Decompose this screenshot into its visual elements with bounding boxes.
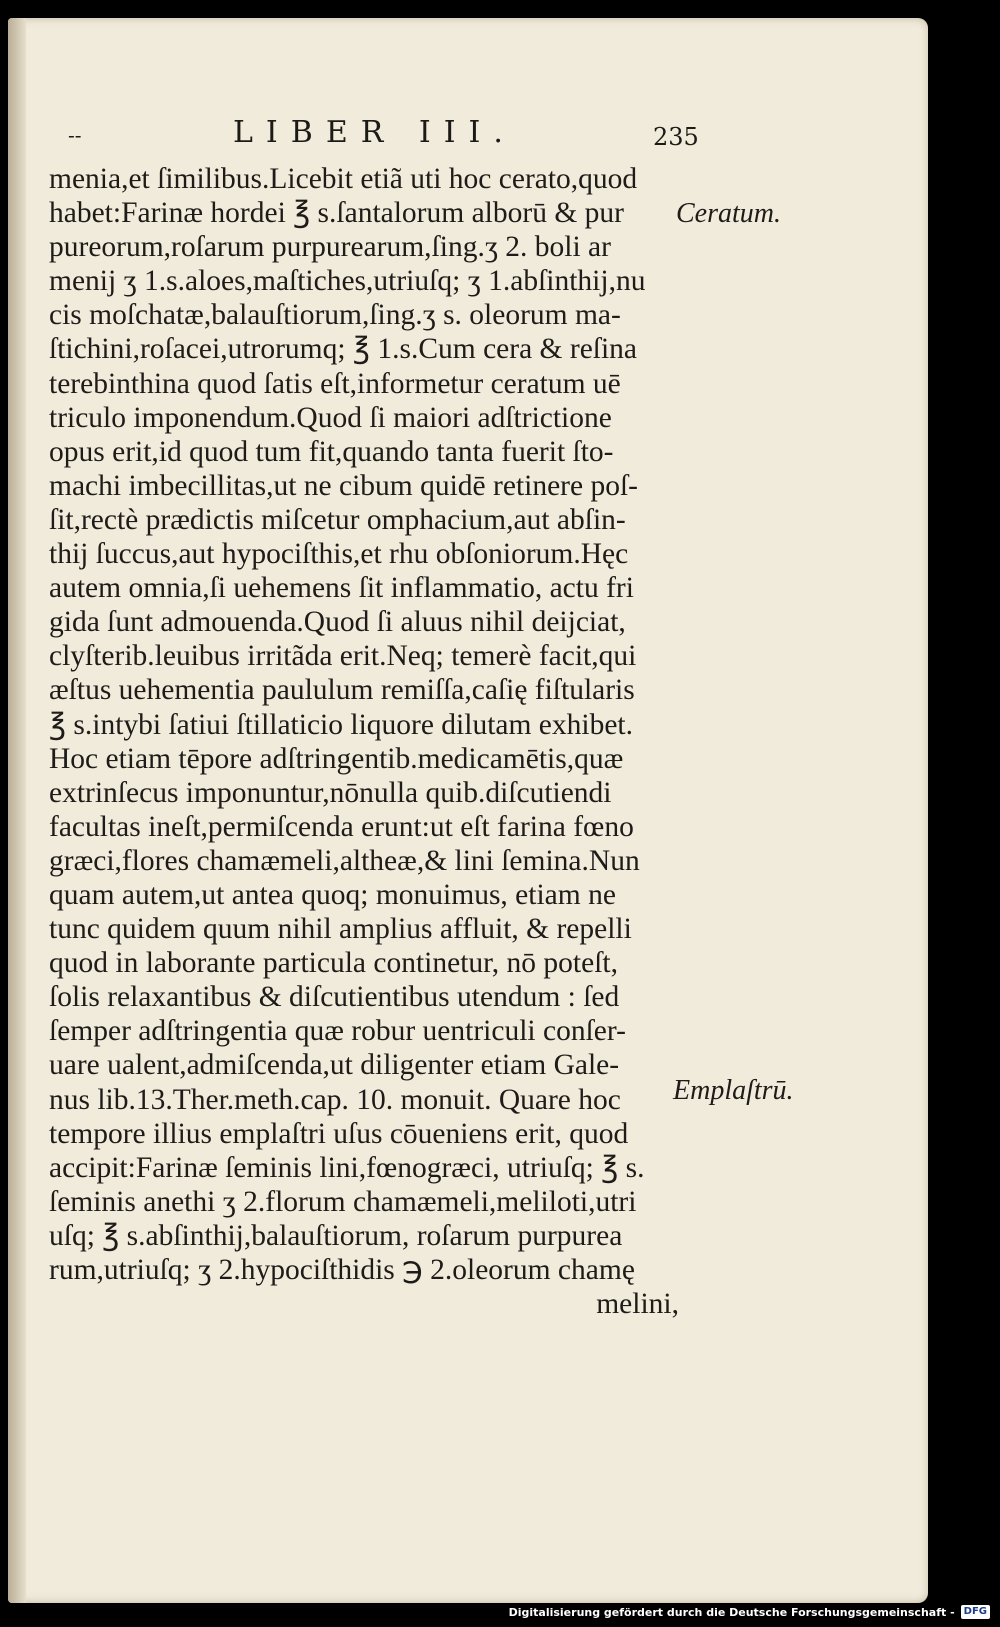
text-line: tempore illius emplaſtri uſus cōueniens erit, quod [49, 1117, 629, 1150]
text-line: ℥ s.intybi ſatiui ſtillaticio liquore dilutam exhibet. [49, 708, 634, 741]
catchword-line: melini, [596, 1288, 679, 1321]
dfg-logo-icon: DFG [961, 1605, 990, 1619]
text-line: menij ʒ 1.s.aloes,maſtiches,utriuſq; ʒ 1.abſinthij,nu [49, 265, 646, 298]
text-line: quod in laborante particula continetur, nō poteſt, [49, 947, 618, 980]
text-line: græci,flores chamæmeli,altheæ,& lini ſemina.Nun [49, 844, 640, 877]
text-line: quam autem,ut antea quoq; monuimus, etiam ne [49, 878, 616, 911]
text-line: tunc quidem quum nihil amplius affluit, & repelli [49, 913, 632, 946]
text-line: facultas ineſt,permiſcenda erunt:ut eſt farina fœno [49, 810, 634, 843]
text-line: Hoc etiam tēpore adſtringentib.medicamētis,quæ [49, 742, 624, 775]
text-line: thij ſuccus,aut hypociſthis,et rhu obſoniorum.Hęc [49, 538, 629, 571]
page-gutter [8, 18, 26, 1603]
text-line: accipit:Farinæ ſeminis lini,fœnogræci, utriuſq; ℥ s. [49, 1151, 645, 1184]
text-line: autem omnia,ſi uehemens ſit inflammatio, actu fri [49, 572, 634, 605]
text-line: ſemper adſtringentia quæ robur uentriculi conſer- [49, 1015, 626, 1048]
text-line: gida ſunt admouenda.Quod ſi aluus nihil deijciat, [49, 606, 626, 639]
running-title: LIBER III. [233, 115, 516, 150]
text-line: pureorum,roſarum purpurearum,ſing.ʒ 2. boli ar [49, 231, 611, 264]
running-header [48, 113, 699, 159]
text-line: menia,et ſimilibus.Licebit etiã uti hoc cerato,quod [49, 163, 638, 195]
text-line: machi imbecillitas,ut ne cibum quidē retinere poſ- [49, 469, 638, 502]
text-line: cis moſchatæ,balauſtiorum,ſing.ʒ s. oleorum ma- [49, 299, 621, 332]
text-line: uſq; ℥ s.abſinthij,balauſtiorum, roſarum purpurea [49, 1219, 623, 1252]
text-line: ſtichini,roſacei,utrorumq; ℥ 1.s.Cum cera & reſina [49, 333, 638, 366]
book-page [8, 18, 928, 1603]
text-line: ſeminis anethi ʒ 2.florum chamæmeli,meliloti,utri [49, 1185, 637, 1218]
text-line: terebinthina quod ſatis eſt,informetur ceratum uē [49, 367, 621, 400]
text-line: æſtus uehementia paululum remiſſa,caſię fiſtularis [49, 674, 635, 707]
digitization-credit: Digitalisierung gefördert durch die Deutsche Forschungsgemeinschaft - [508, 1605, 955, 1619]
text-line: triculo imponendum.Quod ſi maiori adſtrictione [49, 401, 612, 434]
text-line: nus lib.13.Ther.meth.cap. 10. monuit. Quare hoc [49, 1083, 621, 1116]
page-number: 235 [653, 123, 699, 151]
marginal-note-emplastrum: Emplaſtrū. [673, 1075, 794, 1106]
digitization-footer [509, 1603, 990, 1621]
text-line: opus erit,id quod tum fit,quando tanta fuerit ſto- [49, 435, 614, 468]
marginal-note-ceratum: Ceratum. [676, 198, 781, 229]
text-line: extrinſecus imponuntur,nōnulla quib.diſcutiendi [49, 776, 612, 809]
text-line: clyſterib.leuibus irritãda erit.Neq; temerè facit,qui [49, 640, 637, 673]
text-line: ſolis relaxantibus & diſcutientibus utendum : ſed [49, 981, 620, 1014]
text-line: ſit,rectè prædictis miſcetur omphacium,aut abſin- [49, 503, 626, 536]
header-dash: -- [68, 123, 82, 147]
text-line: habet:Farinæ hordei ℥ s.ſantalorum alborū & pur [49, 197, 624, 230]
text-line: rum,utriuſq; ʒ 2.hypociſthidis ℈ 2.oleorum chamę [49, 1254, 635, 1286]
text-line: uare ualent,admiſcenda,ut diligenter etiam Gale- [49, 1049, 620, 1082]
body-text [49, 162, 689, 1321]
